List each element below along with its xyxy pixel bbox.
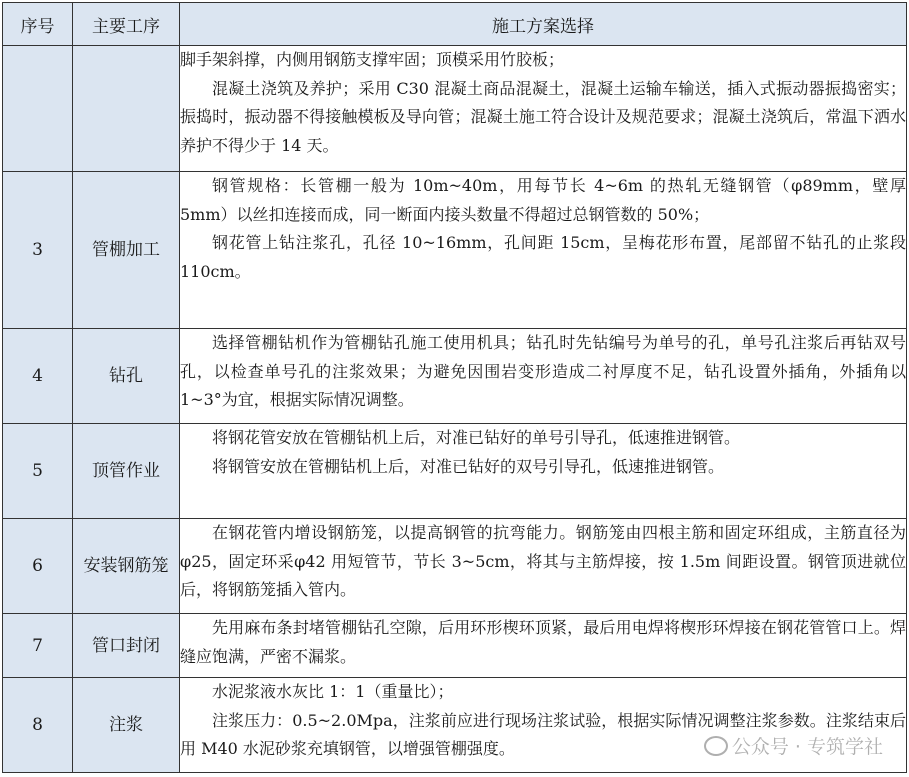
desc-paragraph: 钢花管上钻注浆孔，孔径 10~16mm，孔间距 15cm，呈梅花形布置，尾部留不钻孔的止浆段 110cm。 xyxy=(180,233,906,281)
table-header-row xyxy=(3,3,907,46)
desc-paragraph: 钢管规格：长管棚一般为 10m~40m，用每节长 4~6m 的热轧无缝钢管（φ89mm，壁厚 5mm）以丝扣连接而成，同一断面内接头数量不得超过总钢管数的 50%； xyxy=(180,176,906,224)
row-description xyxy=(180,172,907,329)
table-row xyxy=(3,172,907,329)
row-num xyxy=(3,46,73,172)
table-row xyxy=(3,614,907,678)
desc-paragraph: 脚手架斜撑，内侧用钢筋支撑牢固；顶模采用竹胶板； xyxy=(180,50,565,69)
table-row xyxy=(3,519,907,614)
row-num: 8 xyxy=(3,678,73,773)
row-process: 安装钢筋笼 xyxy=(73,519,180,614)
row-description xyxy=(180,424,907,519)
row-process: 管口封闭 xyxy=(73,614,180,678)
header-process: 主要工序 xyxy=(73,3,180,46)
desc-paragraph: 将钢花管安放在管棚钻机上后，对准已钻好的单号引导孔，低速推进钢管。 xyxy=(212,428,741,447)
row-num: 3 xyxy=(3,172,73,329)
table-row xyxy=(3,46,907,172)
row-description xyxy=(180,46,907,172)
desc-paragraph: 混凝土浇筑及养护；采用 C30 混凝土商品混凝土，混凝土运输车输送，插入式振动器振捣密实；振捣时，振动器不得接触模板及导向管；混凝土施工符合设计及规范要求；混凝土浇筑后，常温下洒水养护不得少于 14 天。 xyxy=(180,78,906,155)
desc-paragraph: 水泥浆液水灰比 1：1（重量比）； xyxy=(212,682,454,701)
row-process: 顶管作业 xyxy=(73,424,180,519)
row-description xyxy=(180,329,907,424)
construction-plan-table xyxy=(2,2,907,773)
table-row xyxy=(3,329,907,424)
watermark xyxy=(704,732,883,759)
desc-paragraph: 将钢管安放在管棚钻机上后，对准已钻好的双号引导孔，低速推进钢管。 xyxy=(212,456,725,476)
row-description xyxy=(180,519,907,614)
header-plan: 施工方案选择 xyxy=(180,3,907,46)
desc-paragraph: 注浆压力：0.5~2.0Mpa，注浆前应进行现场注浆试验，根据实际情况调整注浆参数。注浆结束后用 M40 水泥砂浆充填钢管，以增强管棚强度。 xyxy=(180,710,906,758)
desc-paragraph: 先用麻布条封堵管棚钻孔空隙，后用环形楔环顶紧，最后用电焊将楔形环焊接在钢花管管口上。焊缝应饱满，严密不漏浆。 xyxy=(180,618,906,666)
desc-paragraph: 选择管棚钻机作为管棚钻孔施工使用机具；钻孔时先钻编号为单号的孔，单号孔注浆后再钻双号孔，以检查单号孔的注浆效果；为避免因围岩变形造成二衬厚度不足，钻孔设置外插角，外插角以 1~3°为宜，根据实际情况调整。 xyxy=(180,333,906,409)
row-num: 4 xyxy=(3,329,73,424)
wechat-icon xyxy=(704,736,728,756)
row-process: 管棚加工 xyxy=(73,172,180,329)
row-description xyxy=(180,614,907,678)
header-num: 序号 xyxy=(3,3,73,46)
row-process: 注浆 xyxy=(73,678,180,773)
row-process xyxy=(73,46,180,172)
row-num: 5 xyxy=(3,424,73,519)
desc-paragraph: 在钢花管内增设钢筋笼，以提高钢管的抗弯能力。钢筋笼由四根主筋和固定环组成，主筋直径为φ25，固定环采φ42 用短管节，节长 3~5cm，将其与主筋焊接，按 1.5m 间距设置。钢管顶进就位后，将钢筋笼插入管内。 xyxy=(180,523,906,599)
table-row xyxy=(3,424,907,519)
row-num: 6 xyxy=(3,519,73,614)
watermark-text: 公众号 · 专筑学社 xyxy=(731,736,883,758)
row-process: 钻孔 xyxy=(73,329,180,424)
row-num: 7 xyxy=(3,614,73,678)
